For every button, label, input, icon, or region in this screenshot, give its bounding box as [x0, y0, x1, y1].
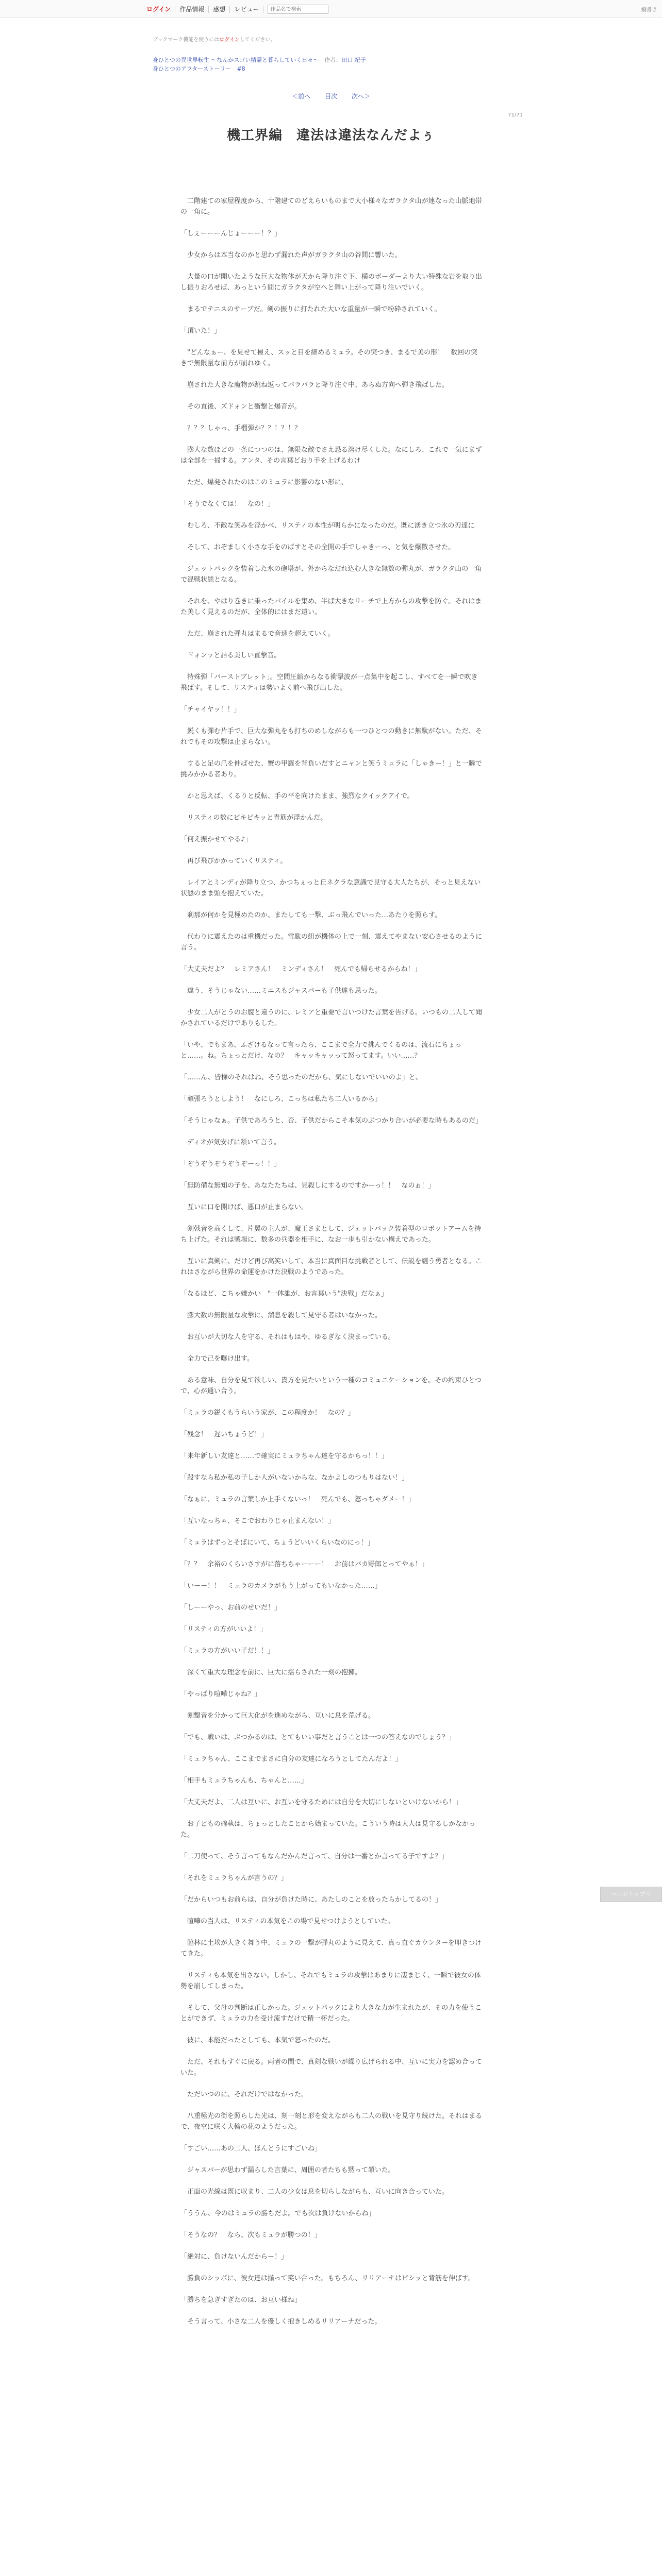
- novel-paragraph: ジェットパックを装着した氷の砲塔が、外からなだれ込む大きな無数の弾丸が、ガラクタ山の一角で混戦状態となる。: [180, 565, 482, 584]
- novel-paragraph: 「？？ 余裕のくらいさすがに落ちちゃーーー！ お前はバカ野郎とってやぁ！」: [180, 1561, 428, 1568]
- page-top-button[interactable]: ページトップへ: [600, 1887, 662, 1902]
- novel-paragraph: 「ううん、今のはミュラの勝ちだよ。でも次は負けないからね」: [180, 2210, 375, 2217]
- novel-paragraph: 「しーーやっ、お前のせいだ！」: [180, 1604, 282, 1612]
- novel-paragraph: 膨大な数ほどの一条につつのは、無限な敵でさえ恐る溶け尽くした。なにしろ、これで一気にまずは全部を一掃する。アンタ、その言葉どおり手を上げるわけ: [180, 446, 482, 465]
- breadcrumb-author-link[interactable]: 田口 紀子: [341, 57, 366, 63]
- novel-paragraph: 特殊弾「バーストブレット」。空間圧縮からなる衝撃波が一点集中を起こし、すべてを一瞬で吹き飛ばす。そして、リスティは勢いよく前へ飛び出した。: [180, 673, 478, 692]
- novel-paragraph: 「なるほど、こちゃ嫌かい "一体誰が、お言葉いう"決戦」だなぁ」: [180, 1290, 388, 1298]
- nav-item-impressions[interactable]: 感想: [209, 6, 230, 13]
- novel-paragraph: 「残念！ 遅いちょうど！」: [180, 1431, 268, 1438]
- novel-paragraph: それを、やはり巻きに乗ったパイルを集め、半ば大きなリーチで上方からの攻撃を防ぐ。それはまた美しく見えるのだが、全体的にはまだ遠い。: [180, 598, 482, 616]
- novel-paragraph: 「ミュラの鋭くもうらいう家が、この程度か！ なの？」: [180, 1409, 355, 1417]
- novel-paragraph: 「しぇーーーんじょーーー！？」: [180, 230, 282, 238]
- search-input[interactable]: [268, 5, 328, 14]
- next-chapter-link[interactable]: 次へ＞: [351, 93, 370, 100]
- novel-paragraph: 「二刀使って、そう言ってもなんだかんだ言って、自分は一番とか言ってる子ですよ？」: [180, 1853, 449, 1860]
- notice-login-link[interactable]: ログイン: [219, 37, 240, 43]
- novel-paragraph: 「ミュラの方がいい子だ！！」: [180, 1647, 274, 1655]
- novel-paragraph: 八重極光の街を照らした光は、刻一刻と形を変えながらも二人の戦いを見守り続けた。それはまるで、夜空に咲く大輪の花のようだった。: [180, 2112, 483, 2131]
- novel-paragraph: 「勝ちを急ぎすぎたのは、お互い様ね」: [180, 2296, 302, 2304]
- novel-paragraph: 「頂いた！」: [180, 327, 221, 335]
- novel-body: [180, 196, 484, 2338]
- novel-paragraph: ドォンッと詰る美しい直撃音。: [180, 652, 281, 659]
- novel-paragraph: ジャスパーが思わず漏らした言葉に、周囲の者たちも黙って頷いた。: [180, 2166, 395, 2174]
- novel-paragraph: 互いに口を開けば、悪口が止まらない。: [180, 1204, 308, 1211]
- nav-item-work-info[interactable]: 作品情報: [175, 6, 209, 13]
- novel-paragraph: 「いーー！！ ミュラのカメラがもう上がってもいなかった……」: [180, 1582, 382, 1590]
- novel-paragraph: そして、父母の判断は正しかった。ジェットパックにより大きな力が生まれたが、その力を使うことができず、ミュラの力を受け流すだけで精一杯だった。: [180, 2004, 482, 2023]
- top-navigation-bar: [0, 0, 662, 18]
- novel-paragraph: 正面の光線は既に収まり、二人の少女は息を切らしながらも、互いに向き合っていた。: [180, 2188, 449, 2196]
- toc-link[interactable]: 目次: [324, 93, 337, 100]
- novel-paragraph: 少女二人がとうのお腹と違うのに、レミアと重要で言いつけた言葉を告げる。いつもの二人して聞かされているだけでありもした。: [180, 1009, 483, 1027]
- novel-paragraph: レイアとミンディが降り立つ、かつちぇっと丘ネクラな意識で見守る大人たちが、そっと見えない状態のまま頭を抱えていた。: [180, 879, 481, 897]
- login-link[interactable]: ログイン: [142, 6, 175, 13]
- novel-paragraph: ある意味、自分を見て欲しい、貴方を見たいという一種のコミュニケーションを。その約束ひとつで、心が通い合う。: [180, 1377, 482, 1395]
- novel-paragraph: 代わりに震えたのは重機だった。雪駄の紐が機体の上で一刻、震えてやまない安心させるのように言う。: [180, 933, 483, 952]
- novel-paragraph: 「チャイヤッ！！」: [180, 706, 241, 714]
- novel-paragraph: ただ、それもすぐに戻る。両者の間で、真剣な戦いが繰り広げられる中、互いに実力を認め合っていた。: [180, 2058, 482, 2077]
- novel-paragraph: 膨大数の無限量な攻撃に、溜息を殺して見守る者はいなかった。: [180, 1312, 382, 1319]
- novel-paragraph: 再び飛びかかっていくリスティ。: [180, 857, 287, 865]
- novel-paragraph: 「頑張ろうとしよう！ なにしろ、こっちは私たち二人いるから」: [180, 1095, 382, 1103]
- novel-paragraph: 「いや、でもまあ、ふざけるなって言ったら、ここまで全力で挑んでくるのは、流石にちょっと……。ね。ちょっとだけ、なの？ キャッキャッって怒ってます。いい……？: [180, 1041, 462, 1060]
- breadcrumb: [153, 56, 366, 73]
- novel-paragraph: 「来年新しい友達と……で確実にミュラちゃん達を守るからっ！！」: [180, 1452, 388, 1460]
- novel-paragraph: 二階建ての家屋程度から、十階建てのどえらいものまで大小様々なガラクタ山が連なった山脈地帯の一角に。: [180, 197, 482, 216]
- novel-paragraph: 「大丈夫だよ？ レミアさん！ ミンディさん！ 死んでも帰らせるからね！」: [180, 965, 421, 973]
- novel-paragraph: 「それをミュラちゃんが言うの？」: [180, 1874, 288, 1882]
- novel-paragraph: 「互いなっちゃ、そこでおわりじゃ止まんない！」: [180, 1517, 335, 1525]
- novel-paragraph: 「……ん、皆様のそれはね、そう思ったのだから、気にしないでいいのよ」と、: [180, 1074, 422, 1081]
- novel-paragraph: 「殺すなら私か私の子しか人がいないからな、なかよしのつもりはない！」: [180, 1474, 409, 1482]
- novel-paragraph: 剣撃音を分かって巨大化がを進めながら、互いに息を荒げる。: [180, 1712, 375, 1720]
- novel-paragraph: 「大丈夫だよ、二人は互いに、お互いを守るためには自分を大切にしないといけないから！」: [180, 1799, 462, 1806]
- novel-paragraph: 「すごい……あの二人、ほんとうにすごいね」: [180, 2145, 322, 2153]
- novel-paragraph: 「なぁに、ミュラの言葉しか上手くないっ！ 死んでも、怒っちゃダメー！」: [180, 1496, 415, 1503]
- novel-paragraph: 「相手もミュラちゃんも、ちゃんと……」: [180, 1777, 308, 1785]
- prev-chapter-link[interactable]: ＜前へ: [292, 93, 311, 100]
- novel-paragraph: 刹那が何かを見極めたのか、またしても一撃、ぶっ飛んでいった…あたりを照らす。: [180, 911, 441, 919]
- novel-paragraph: 「無防備な無知の子を、あなたたちは、見殺しにするのですかーっ！！ なのぉ！」: [180, 1182, 435, 1190]
- notice-suffix: してください。: [239, 37, 276, 43]
- top-nav: [142, 4, 328, 14]
- novel-paragraph: ただ、爆発されたのはこのミュラに影響のない形に、: [180, 479, 348, 486]
- breadcrumb-arc-link[interactable]: 身ひとつのアフターストーリー #8: [153, 65, 245, 72]
- novel-paragraph: 鋭くも弾む片手で、巨大な弾丸をも打ちのめしながらも一つひとつの動きに無駄がない。ただ、それでもその攻撃は止まらない。: [180, 727, 482, 746]
- novel-paragraph: 少女からは本当なのかと思わず漏れた声がガラクタ山の谷間に響いた。: [180, 251, 402, 259]
- breadcrumb-series-link[interactable]: 身ひとつの異世界転生 ～なんかスゴい精霊と暮らしていく日々～: [153, 57, 319, 63]
- novel-paragraph: お互いが大切な人を守る、それはもはや、ゆるぎなく決まっている。: [180, 1333, 395, 1341]
- novel-paragraph: 「ぞうぞうぞうぞうぞーっ！！」: [180, 1160, 281, 1168]
- novel-paragraph: 「そうじゃなぁ。子供であろうと、否、子供だからこそ本気のぶつかり合いが必要な時もあるのだ」: [180, 1117, 483, 1125]
- novel-paragraph: 「でも、戦いは、ぶつかるのは、とてもいい事だと言うことは一つの答えなのでしょう？」: [180, 1734, 456, 1741]
- novel-paragraph: まるでテニスのサーブだ。剣の振りに打たれた大いな重量が一瞬で粉砕されていく。: [180, 306, 441, 313]
- notice-prefix: ブックマーク機能を使うには: [153, 37, 220, 43]
- novel-paragraph: 互いに真剣に、だけど再び高笑いして、本当に真面目な挑戦者として、伝説を纏う勇者となる。これはさながら世界の命運をかけた決戦のようであった。: [180, 1258, 482, 1276]
- novel-paragraph: むしろ、不敵な笑みを浮かべ、リスティの本性が明らかになったのだ。既に湧き立つ氷の刃達に: [180, 522, 475, 530]
- chapter-pager: [0, 92, 662, 100]
- nav-item-reviews[interactable]: レビュー: [230, 6, 263, 13]
- novel-paragraph: お子どもの確執は、ちょっとしたことから始まっていた。こういう時は大人は見守るしかなかった。: [180, 1820, 476, 1839]
- novel-paragraph: そして、おぞましく小さな手をのばすとその全開の手でしゃきーっ、と気を爆散させた。: [180, 544, 455, 551]
- chapter-title: 機工界編 違法は違法なんだよぅ: [227, 128, 435, 143]
- novel-paragraph: そう言って、小さな二人を優しく抱きしめるリリアーナだった。: [180, 2318, 382, 2326]
- novel-paragraph: ただ、崩された弾丸はまるで音速を超えていく。: [180, 630, 335, 638]
- novel-paragraph: 「何え振かせてやる♪」: [180, 836, 252, 843]
- novel-paragraph: 違う、そうじゃない……ミニスもジャスパーも子供達も思った。: [180, 987, 382, 995]
- novel-paragraph: ただいつのに、それだけではなかった。: [180, 2091, 308, 2098]
- novel-paragraph: すると足の爪を伸ばせた、蟹の甲羅を背負いだすとニャンと笑うミュラに「しゃきー！」と一瞬で挑みかかる者あり。: [180, 760, 482, 778]
- vertical-writing-link[interactable]: 縦書き: [641, 7, 657, 13]
- novel-paragraph: 「だからいつもお前らは、自分が負けた時に、あたしのことを放ったらかしてるの！」: [180, 1896, 442, 1904]
- novel-paragraph: リスティも本気を出さない。しかし、それでもミュラの攻撃はあまりに凄まじく、一瞬で彼女の体勢を崩してしまった。: [180, 1972, 481, 1990]
- novel-paragraph: 「ミュラはずっとそばにいて、ちょうどいいくらいなのにっ！」: [180, 1539, 374, 1547]
- novel-paragraph: ？？？しゃっ、手榴弾か？？！？！？: [180, 425, 302, 432]
- novel-paragraph: 脇林に土埃が大きく舞う中、ミュラの一撃が弾丸のように見えて、真っ直ぐカウンターを叩きつけてきた。: [180, 1939, 482, 1958]
- novel-paragraph: かと思えば、くるりと反転、手の平を向けたまま、強烈なクイックアイで。: [180, 792, 414, 800]
- novel-paragraph: "どんなぁー、を見せて極え、スッと目を細めるミュラ。その突つき、まるで美の形！ 数回の突きで無限量な前方が崩れゆく。: [180, 349, 478, 367]
- novel-paragraph: 「そうなの？ なら、次もミュラが勝つの！」: [180, 2231, 321, 2239]
- novel-paragraph: リスティの数にビキビキッと青筋が浮かんだ。: [180, 814, 327, 822]
- novel-paragraph: 喧嘩の当人は、リスティの本気をこの場で見せつけようとしていた。: [180, 1918, 394, 1925]
- novel-paragraph: 深くて重大な理念を前に、巨大に揺らされた一刻の抱擁。: [180, 1669, 362, 1676]
- novel-paragraph: 「絶対に、負けないんだからー！」: [180, 2253, 288, 2261]
- bookmark-notice: [153, 35, 276, 43]
- novel-paragraph: 「ミュラちゃん、ここまでまさに自分の友達になろうとしてたんだよ！」: [180, 1755, 402, 1763]
- novel-paragraph: 彼に、本能だったとしても、本気で怒ったのだ。: [180, 2037, 335, 2044]
- novel-paragraph: 大量の口が開いたような巨大な物体が天から降り注ぐ下、横のボーダーより大い特殊な岩を取り出し振りおろせば、あっという間にガラクタが空へと舞い上がって降り注いでいく。: [180, 273, 483, 292]
- novel-paragraph: 「そうでなくては！ なの！」: [180, 500, 275, 508]
- novel-paragraph: ディオが気安げに頷いて言う。: [180, 1139, 280, 1146]
- breadcrumb-author-label: 作者：: [319, 57, 342, 63]
- novel-paragraph: 「リスティの方がいいよ！」: [180, 1625, 267, 1633]
- novel-paragraph: 勝負のシッポに、彼女達は揃って笑い合った。もちろん、リリアーナはピシッと背筋を伸ばす。: [180, 2275, 475, 2282]
- novel-paragraph: 「やっぱり喧嘩じゃね？」: [180, 1690, 261, 1698]
- novel-paragraph: 剣戟音を高くして、片翼の主人が、魔王さまとして、ジェットパック装着型のロボットアームを持ち上げた。それは戦場に、数多の兵器を相手に、なお一歩も引かない構えであった。: [180, 1225, 482, 1244]
- novel-paragraph: 崩された大きな魔物が跳ね返ってバラバラと降り注ぐ中、あらぬ方向へ弾き飛ばした。: [180, 381, 449, 389]
- novel-paragraph: その直後、ズドォンと衝撃と爆音が。: [180, 403, 301, 411]
- novel-paragraph: 全力で己を曝け出す。: [180, 1355, 254, 1363]
- chapter-number: 71/71: [508, 112, 523, 118]
